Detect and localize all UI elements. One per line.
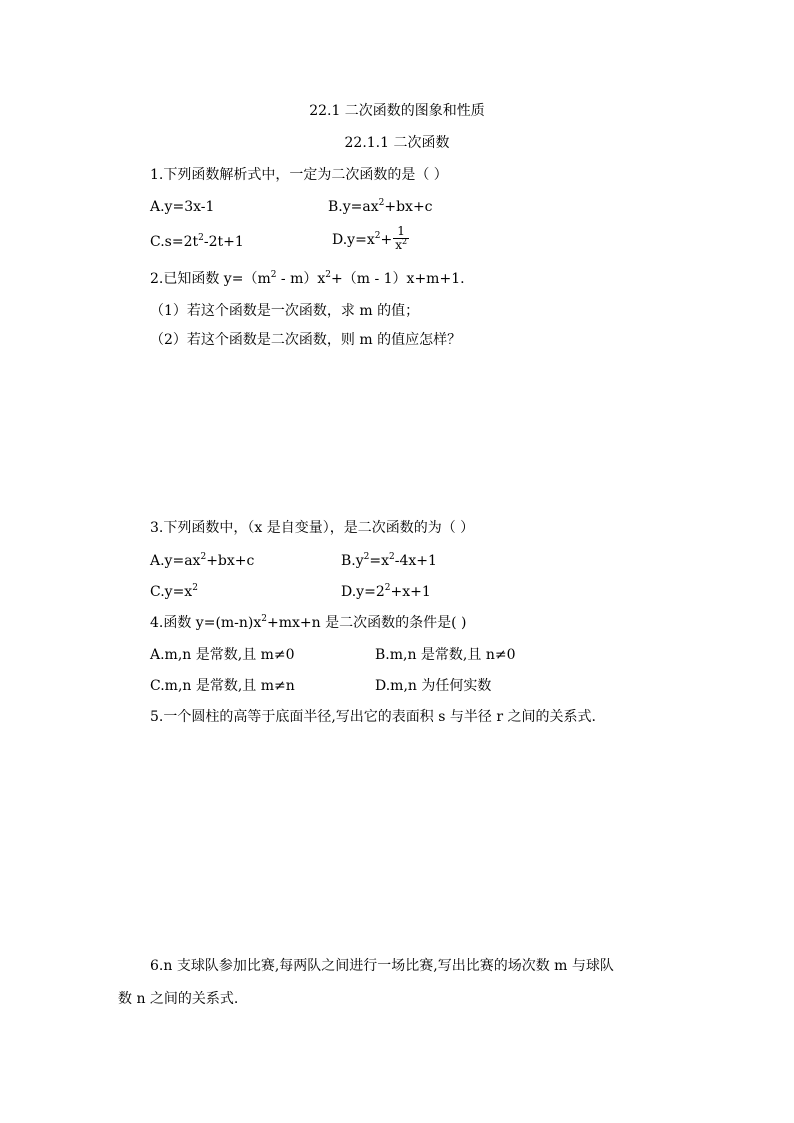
fraction: $\frac{1}{x^2}$	[395, 224, 408, 252]
q6-line-1: 6.n 支球队参加比赛,每两队之间进行一场比赛,写出比赛的场次数 m 与球队	[150, 958, 614, 974]
section-subtitle: 22.1.1 二次函数	[344, 135, 450, 151]
q3-option-c: $C.y=x^2$	[150, 583, 198, 600]
q3-option-b: $B.y^2=x^2-4x+1$	[341, 552, 437, 569]
q4-option-c: C.m,n 是常数,且 m≠n	[150, 678, 295, 694]
q3-option-a: $A.y=ax^2+bx+c$	[150, 552, 255, 569]
q4-stem: 4.函数 $y=(m-n)x^2+mx+n$ 是二次函数的条件是( )	[150, 614, 467, 631]
q3-option-d: $D.y=2^2+x+1$	[341, 583, 431, 600]
q3-stem: 3.下列函数中，（x 是自变量），是二次函数的为（ ）	[150, 520, 475, 536]
q1-option-d: $D.y=x^2+$ $\frac{1}{x^2}$	[332, 224, 408, 252]
q4-option-d: D.m,n 为任何实数	[375, 678, 492, 694]
q6-line-2: 数 n 之间的关系式.	[118, 991, 239, 1007]
page-title: 22.1 二次函数的图象和性质	[309, 103, 485, 119]
q1-option-a: A.y=3x-1	[150, 199, 215, 215]
q2-part-2: （2）若这个函数是二次函数，则 m 的值应怎样？	[150, 332, 462, 348]
q1-option-c: $C.s=2t^2-2t+1$	[150, 233, 244, 250]
q2-part-1: （1）若这个函数是一次函数，求 m 的值；	[150, 303, 420, 319]
q5-text: 5.一个圆柱的高等于底面半径,写出它的表面积 s 与半径 r 之间的关系式.	[150, 709, 596, 725]
q1-option-b: $B.y=ax^2+bx+c$	[328, 198, 433, 215]
q4-option-a: A.m,n 是常数,且 m≠0	[150, 647, 295, 663]
q2-stem: 2.已知函数 $y=(m^2 - m)x^2+(m - 1)x+m+1$.	[150, 270, 465, 287]
q1-stem: 1.下列函数解析式中，一定为二次函数的是（ ）	[150, 167, 448, 183]
q4-option-b: B.m,n 是常数,且 n≠0	[375, 647, 516, 663]
